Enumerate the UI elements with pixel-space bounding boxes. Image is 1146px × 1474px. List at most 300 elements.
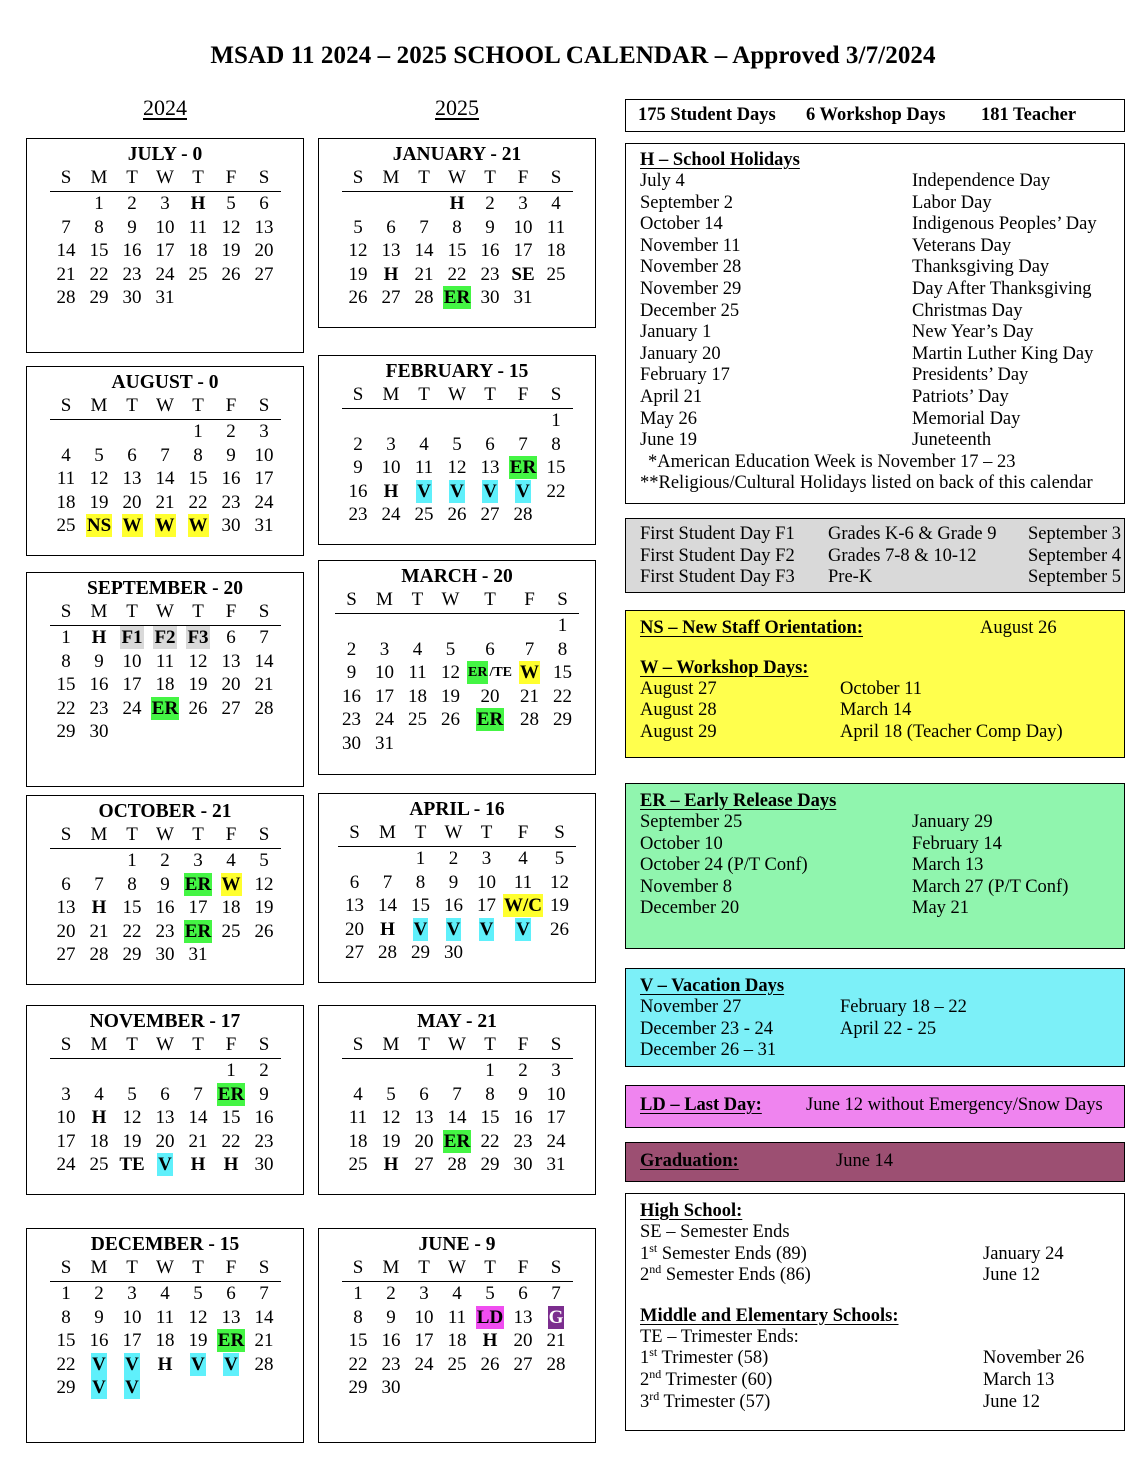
day-cell[interactable] [149, 216, 182, 240]
day-cell[interactable] [375, 480, 408, 504]
day-cell[interactable] [83, 1329, 116, 1353]
day-cell[interactable] [149, 491, 182, 515]
day-cell[interactable] [404, 918, 437, 942]
day-cell[interactable] [507, 433, 540, 457]
day-cell[interactable] [441, 456, 474, 480]
day-cell[interactable] [50, 1106, 83, 1130]
day-cell[interactable] [149, 1130, 182, 1154]
day-cell[interactable] [375, 503, 408, 527]
day-cell[interactable] [375, 1329, 408, 1353]
day-cell[interactable] [375, 263, 408, 287]
day-cell[interactable] [470, 918, 503, 942]
day-cell[interactable] [50, 626, 83, 650]
day-cell[interactable] [215, 420, 248, 444]
day-cell[interactable] [248, 1130, 281, 1154]
day-cell[interactable] [116, 216, 149, 240]
day-cell[interactable] [215, 192, 248, 216]
day-cell[interactable] [470, 871, 503, 895]
day-cell[interactable] [50, 216, 83, 240]
day-cell[interactable] [513, 661, 546, 685]
day-cell[interactable] [248, 216, 281, 240]
day-cell[interactable] [543, 871, 576, 895]
day-cell[interactable] [182, 1282, 215, 1306]
day-cell[interactable] [404, 871, 437, 895]
day-cell[interactable] [540, 1353, 573, 1377]
day-cell[interactable] [474, 1130, 507, 1154]
day-cell[interactable] [116, 286, 149, 310]
day-cell[interactable] [116, 1306, 149, 1330]
day-cell[interactable] [434, 638, 467, 662]
day-cell[interactable] [50, 286, 83, 310]
day-cell[interactable] [540, 239, 573, 263]
day-cell[interactable] [540, 433, 573, 457]
day-cell[interactable] [342, 503, 375, 527]
day-cell[interactable] [215, 444, 248, 468]
day-cell[interactable] [503, 894, 543, 918]
day-cell[interactable] [182, 1306, 215, 1330]
day-cell[interactable] [215, 239, 248, 263]
day-cell[interactable] [441, 433, 474, 457]
day-cell[interactable] [507, 192, 540, 216]
day-cell[interactable] [507, 1353, 540, 1377]
day-cell[interactable] [116, 514, 149, 538]
day-cell[interactable] [441, 263, 474, 287]
day-cell[interactable] [404, 894, 437, 918]
day-cell[interactable] [149, 920, 182, 944]
day-cell[interactable] [408, 1106, 441, 1130]
day-cell[interactable] [546, 638, 579, 662]
day-cell[interactable] [50, 697, 83, 721]
day-cell[interactable] [540, 216, 573, 240]
day-cell[interactable] [338, 871, 371, 895]
day-cell[interactable] [434, 685, 467, 709]
day-cell[interactable] [182, 1353, 215, 1377]
day-cell[interactable] [540, 1130, 573, 1154]
day-cell[interactable] [342, 1153, 375, 1177]
day-cell[interactable] [215, 1353, 248, 1377]
day-cell[interactable] [215, 1306, 248, 1330]
day-cell[interactable] [50, 720, 83, 744]
day-cell[interactable] [507, 480, 540, 504]
day-cell[interactable] [546, 614, 579, 638]
day-cell[interactable] [83, 1106, 116, 1130]
day-cell[interactable] [342, 1353, 375, 1377]
day-cell[interactable] [375, 1376, 408, 1400]
day-cell[interactable] [375, 1282, 408, 1306]
day-cell[interactable] [248, 1153, 281, 1177]
day-cell[interactable] [474, 263, 507, 287]
day-cell[interactable] [401, 661, 434, 685]
day-cell[interactable] [335, 661, 368, 685]
day-cell[interactable] [182, 920, 215, 944]
day-cell[interactable] [116, 467, 149, 491]
day-cell[interactable] [248, 467, 281, 491]
day-cell[interactable] [342, 239, 375, 263]
day-cell[interactable] [248, 673, 281, 697]
day-cell[interactable] [470, 894, 503, 918]
day-cell[interactable] [408, 263, 441, 287]
day-cell[interactable] [540, 192, 573, 216]
day-cell[interactable] [540, 1329, 573, 1353]
day-cell[interactable] [116, 1083, 149, 1107]
day-cell[interactable] [474, 192, 507, 216]
day-cell[interactable] [50, 1282, 83, 1306]
day-cell[interactable] [116, 673, 149, 697]
day-cell[interactable] [149, 650, 182, 674]
day-cell[interactable] [149, 1353, 182, 1377]
day-cell[interactable] [182, 467, 215, 491]
day-cell[interactable] [368, 708, 401, 732]
day-cell[interactable] [116, 491, 149, 515]
day-cell[interactable] [441, 1306, 474, 1330]
day-cell[interactable] [215, 1106, 248, 1130]
day-cell[interactable] [342, 1376, 375, 1400]
day-cell[interactable] [116, 1282, 149, 1306]
day-cell[interactable] [116, 650, 149, 674]
day-cell[interactable] [215, 896, 248, 920]
day-cell[interactable] [50, 444, 83, 468]
day-cell[interactable] [116, 1353, 149, 1377]
day-cell[interactable] [248, 873, 281, 897]
day-cell[interactable] [338, 894, 371, 918]
day-cell[interactable] [467, 638, 513, 662]
day-cell[interactable] [338, 918, 371, 942]
day-cell[interactable] [149, 873, 182, 897]
day-cell[interactable] [215, 1130, 248, 1154]
day-cell[interactable] [50, 263, 83, 287]
day-cell[interactable] [116, 697, 149, 721]
day-cell[interactable] [507, 1130, 540, 1154]
day-cell[interactable] [507, 503, 540, 527]
day-cell[interactable] [474, 1153, 507, 1177]
day-cell[interactable] [474, 286, 507, 310]
day-cell[interactable] [342, 1329, 375, 1353]
day-cell[interactable] [467, 685, 513, 709]
day-cell[interactable] [83, 286, 116, 310]
day-cell[interactable] [149, 1153, 182, 1177]
day-cell[interactable] [149, 849, 182, 873]
day-cell[interactable] [215, 1153, 248, 1177]
day-cell[interactable] [470, 847, 503, 871]
day-cell[interactable] [182, 650, 215, 674]
day-cell[interactable] [50, 467, 83, 491]
day-cell[interactable] [408, 1083, 441, 1107]
day-cell[interactable] [540, 1106, 573, 1130]
day-cell[interactable] [248, 444, 281, 468]
day-cell[interactable] [149, 444, 182, 468]
day-cell[interactable] [83, 1130, 116, 1154]
day-cell[interactable] [513, 638, 546, 662]
day-cell[interactable] [50, 1353, 83, 1377]
day-cell[interactable] [182, 444, 215, 468]
day-cell[interactable] [149, 626, 182, 650]
day-cell[interactable] [507, 216, 540, 240]
day-cell[interactable] [50, 1306, 83, 1330]
day-cell[interactable] [215, 263, 248, 287]
day-cell[interactable] [83, 1083, 116, 1107]
day-cell[interactable] [474, 503, 507, 527]
day-cell[interactable] [149, 286, 182, 310]
day-cell[interactable] [248, 697, 281, 721]
day-cell[interactable] [50, 514, 83, 538]
day-cell[interactable] [248, 1329, 281, 1353]
day-cell[interactable] [83, 697, 116, 721]
day-cell[interactable] [182, 239, 215, 263]
day-cell[interactable] [182, 491, 215, 515]
day-cell[interactable] [149, 239, 182, 263]
day-cell[interactable] [116, 849, 149, 873]
day-cell[interactable] [441, 1153, 474, 1177]
day-cell[interactable] [116, 1329, 149, 1353]
day-cell[interactable] [540, 1282, 573, 1306]
day-cell[interactable] [182, 514, 215, 538]
day-cell[interactable] [83, 444, 116, 468]
day-cell[interactable] [408, 503, 441, 527]
day-cell[interactable] [215, 514, 248, 538]
day-cell[interactable] [248, 1306, 281, 1330]
day-cell[interactable] [215, 1083, 248, 1107]
day-cell[interactable] [149, 514, 182, 538]
day-cell[interactable] [507, 1083, 540, 1107]
day-cell[interactable] [437, 918, 470, 942]
day-cell[interactable] [434, 661, 467, 685]
day-cell[interactable] [182, 943, 215, 967]
day-cell[interactable] [50, 920, 83, 944]
day-cell[interactable] [474, 456, 507, 480]
day-cell[interactable] [83, 873, 116, 897]
day-cell[interactable] [50, 896, 83, 920]
day-cell[interactable] [408, 1130, 441, 1154]
day-cell[interactable] [441, 286, 474, 310]
day-cell[interactable] [149, 697, 182, 721]
day-cell[interactable] [371, 894, 404, 918]
day-cell[interactable] [182, 896, 215, 920]
day-cell[interactable] [215, 491, 248, 515]
day-cell[interactable] [342, 1282, 375, 1306]
day-cell[interactable] [507, 263, 540, 287]
day-cell[interactable] [375, 456, 408, 480]
day-cell[interactable] [116, 444, 149, 468]
day-cell[interactable] [116, 920, 149, 944]
day-cell[interactable] [182, 1329, 215, 1353]
day-cell[interactable] [408, 480, 441, 504]
day-cell[interactable] [474, 480, 507, 504]
day-cell[interactable] [149, 1282, 182, 1306]
day-cell[interactable] [149, 943, 182, 967]
day-cell[interactable] [368, 661, 401, 685]
day-cell[interactable] [50, 1153, 83, 1177]
day-cell[interactable] [404, 847, 437, 871]
day-cell[interactable] [116, 1376, 149, 1400]
day-cell[interactable] [248, 263, 281, 287]
day-cell[interactable] [182, 849, 215, 873]
day-cell[interactable] [375, 1353, 408, 1377]
day-cell[interactable] [408, 433, 441, 457]
day-cell[interactable] [408, 239, 441, 263]
day-cell[interactable] [116, 626, 149, 650]
day-cell[interactable] [248, 1282, 281, 1306]
day-cell[interactable] [437, 941, 470, 965]
day-cell[interactable] [182, 216, 215, 240]
day-cell[interactable] [215, 1059, 248, 1083]
day-cell[interactable] [342, 286, 375, 310]
day-cell[interactable] [474, 1059, 507, 1083]
day-cell[interactable] [83, 673, 116, 697]
day-cell[interactable] [50, 943, 83, 967]
day-cell[interactable] [83, 720, 116, 744]
day-cell[interactable] [83, 626, 116, 650]
day-cell[interactable] [248, 1106, 281, 1130]
day-cell[interactable] [342, 433, 375, 457]
day-cell[interactable] [248, 1083, 281, 1107]
day-cell[interactable] [474, 433, 507, 457]
day-cell[interactable] [50, 650, 83, 674]
day-cell[interactable] [401, 638, 434, 662]
day-cell[interactable] [441, 480, 474, 504]
day-cell[interactable] [248, 1059, 281, 1083]
day-cell[interactable] [83, 650, 116, 674]
day-cell[interactable] [149, 673, 182, 697]
day-cell[interactable] [149, 896, 182, 920]
day-cell[interactable] [50, 239, 83, 263]
day-cell[interactable] [507, 1329, 540, 1353]
day-cell[interactable] [540, 263, 573, 287]
day-cell[interactable] [513, 708, 546, 732]
day-cell[interactable] [375, 216, 408, 240]
day-cell[interactable] [342, 456, 375, 480]
day-cell[interactable] [408, 1153, 441, 1177]
day-cell[interactable] [83, 1306, 116, 1330]
day-cell[interactable] [342, 216, 375, 240]
day-cell[interactable] [83, 1282, 116, 1306]
day-cell[interactable] [83, 514, 116, 538]
day-cell[interactable] [83, 943, 116, 967]
day-cell[interactable] [404, 941, 437, 965]
day-cell[interactable] [83, 896, 116, 920]
day-cell[interactable] [540, 1153, 573, 1177]
day-cell[interactable] [149, 1306, 182, 1330]
day-cell[interactable] [408, 456, 441, 480]
day-cell[interactable] [540, 456, 573, 480]
day-cell[interactable] [507, 456, 540, 480]
day-cell[interactable] [474, 1329, 507, 1353]
day-cell[interactable] [182, 626, 215, 650]
day-cell[interactable] [513, 685, 546, 709]
day-cell[interactable] [375, 1306, 408, 1330]
day-cell[interactable] [441, 1106, 474, 1130]
day-cell[interactable] [215, 873, 248, 897]
day-cell[interactable] [540, 409, 573, 433]
day-cell[interactable] [408, 1282, 441, 1306]
day-cell[interactable] [474, 1306, 507, 1330]
day-cell[interactable] [375, 1106, 408, 1130]
day-cell[interactable] [408, 286, 441, 310]
day-cell[interactable] [215, 673, 248, 697]
day-cell[interactable] [116, 1130, 149, 1154]
day-cell[interactable] [375, 286, 408, 310]
day-cell[interactable] [335, 732, 368, 756]
day-cell[interactable] [375, 1130, 408, 1154]
day-cell[interactable] [215, 697, 248, 721]
day-cell[interactable] [368, 685, 401, 709]
day-cell[interactable] [540, 1083, 573, 1107]
day-cell[interactable] [546, 685, 579, 709]
day-cell[interactable] [248, 491, 281, 515]
day-cell[interactable] [474, 239, 507, 263]
day-cell[interactable] [149, 1083, 182, 1107]
day-cell[interactable] [335, 708, 368, 732]
day-cell[interactable] [149, 467, 182, 491]
day-cell[interactable] [408, 1329, 441, 1353]
day-cell[interactable] [503, 918, 543, 942]
day-cell[interactable] [507, 1306, 540, 1330]
day-cell[interactable] [83, 920, 116, 944]
day-cell[interactable] [149, 1106, 182, 1130]
day-cell[interactable] [83, 491, 116, 515]
day-cell[interactable] [215, 849, 248, 873]
day-cell[interactable] [50, 491, 83, 515]
day-cell[interactable] [507, 1282, 540, 1306]
day-cell[interactable] [50, 1376, 83, 1400]
day-cell[interactable] [248, 192, 281, 216]
day-cell[interactable] [215, 626, 248, 650]
day-cell[interactable] [149, 1329, 182, 1353]
day-cell[interactable] [83, 1353, 116, 1377]
day-cell[interactable] [546, 708, 579, 732]
day-cell[interactable] [182, 192, 215, 216]
day-cell[interactable] [507, 1059, 540, 1083]
day-cell[interactable] [50, 673, 83, 697]
day-cell[interactable] [182, 673, 215, 697]
day-cell[interactable] [467, 661, 513, 685]
day-cell[interactable] [342, 263, 375, 287]
day-cell[interactable] [182, 420, 215, 444]
day-cell[interactable] [441, 1353, 474, 1377]
day-cell[interactable] [368, 732, 401, 756]
day-cell[interactable] [375, 239, 408, 263]
day-cell[interactable] [342, 1106, 375, 1130]
day-cell[interactable] [116, 873, 149, 897]
day-cell[interactable] [215, 216, 248, 240]
day-cell[interactable] [474, 216, 507, 240]
day-cell[interactable] [50, 1130, 83, 1154]
day-cell[interactable] [441, 503, 474, 527]
day-cell[interactable] [116, 192, 149, 216]
day-cell[interactable] [342, 1306, 375, 1330]
day-cell[interactable] [83, 239, 116, 263]
day-cell[interactable] [182, 263, 215, 287]
day-cell[interactable] [441, 1329, 474, 1353]
day-cell[interactable] [248, 849, 281, 873]
day-cell[interactable] [543, 918, 576, 942]
day-cell[interactable] [503, 847, 543, 871]
day-cell[interactable] [507, 286, 540, 310]
day-cell[interactable] [182, 873, 215, 897]
day-cell[interactable] [441, 1083, 474, 1107]
day-cell[interactable] [371, 871, 404, 895]
day-cell[interactable] [441, 1130, 474, 1154]
day-cell[interactable] [83, 192, 116, 216]
day-cell[interactable] [116, 263, 149, 287]
day-cell[interactable] [437, 847, 470, 871]
day-cell[interactable] [182, 1083, 215, 1107]
day-cell[interactable] [434, 708, 467, 732]
day-cell[interactable] [540, 1059, 573, 1083]
day-cell[interactable] [83, 467, 116, 491]
day-cell[interactable] [248, 420, 281, 444]
day-cell[interactable] [408, 216, 441, 240]
day-cell[interactable] [342, 1083, 375, 1107]
